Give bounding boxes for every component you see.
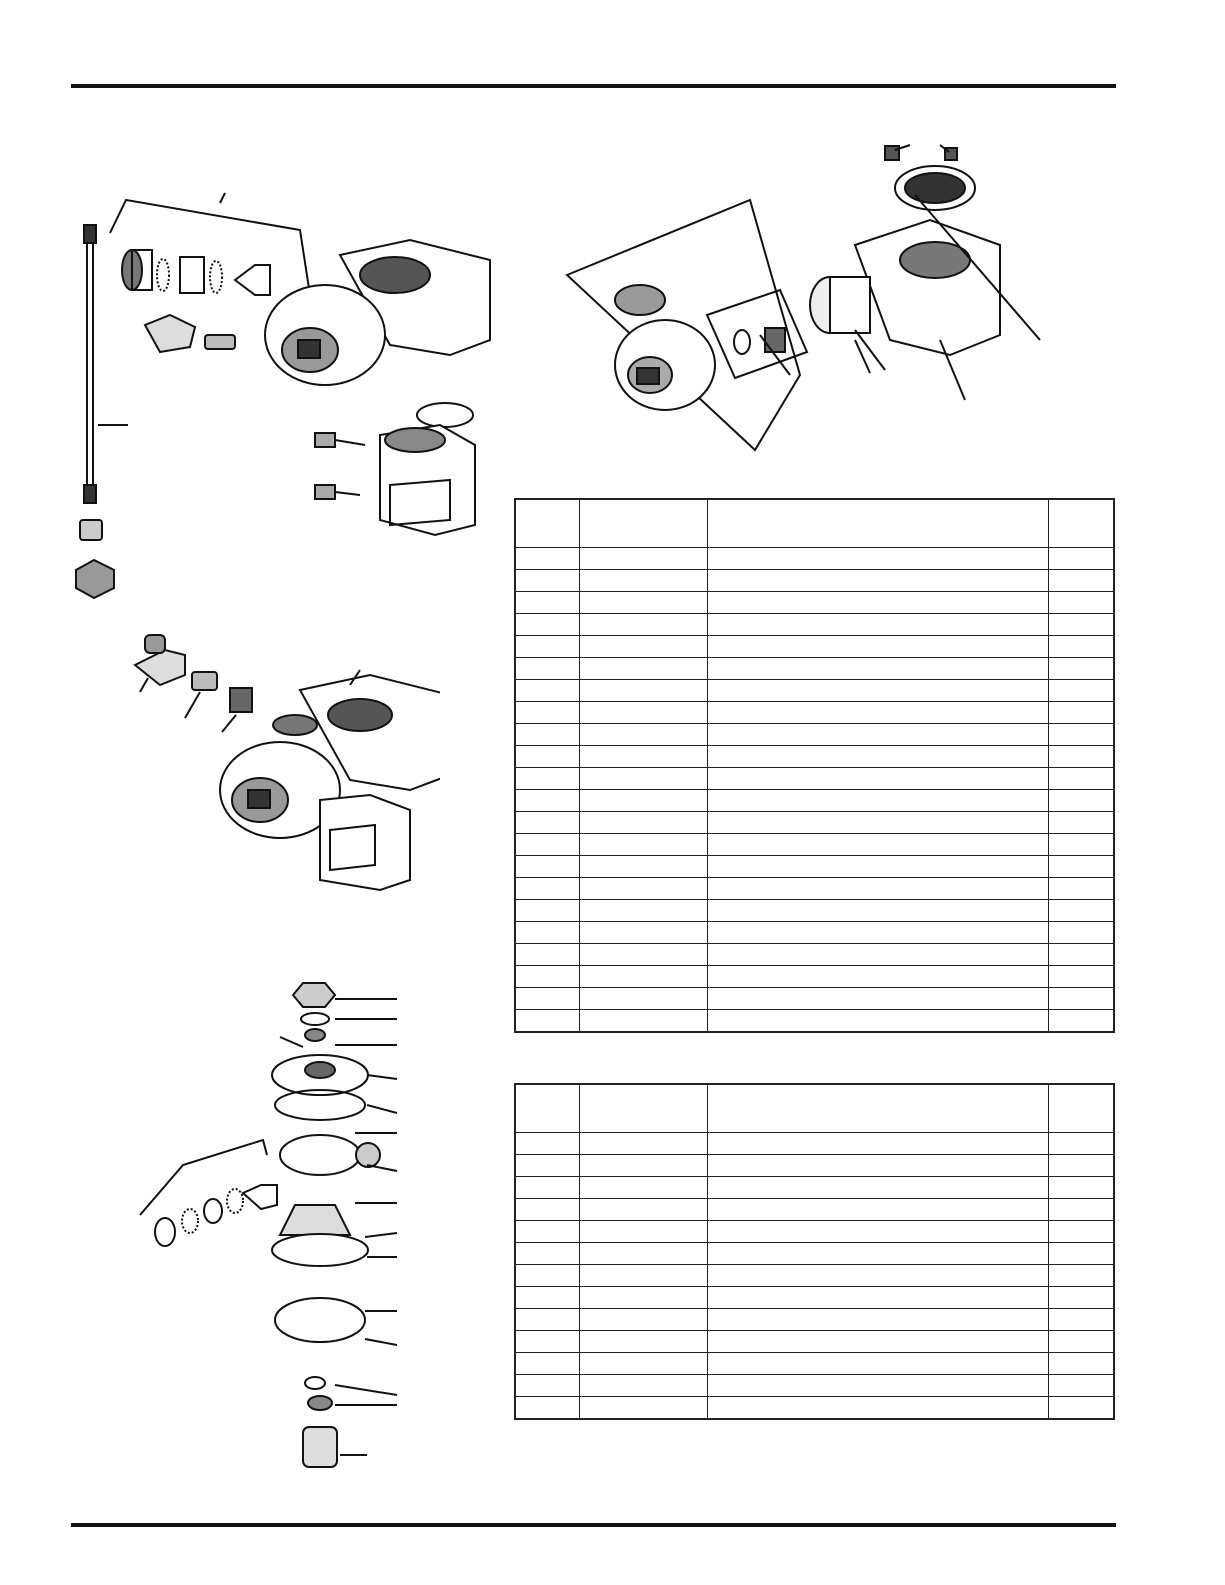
table-cell — [515, 570, 579, 592]
table-cell — [515, 1010, 579, 1033]
table-row — [515, 1397, 1114, 1420]
table-row — [515, 944, 1114, 966]
table-cell — [515, 1331, 579, 1353]
table-cell — [515, 988, 579, 1010]
pump-body-icon — [265, 240, 490, 385]
table-row — [515, 900, 1114, 922]
table-row — [515, 1309, 1114, 1331]
table-cell — [707, 922, 1048, 944]
table-cell — [1048, 570, 1114, 592]
table-cell — [1048, 1331, 1114, 1353]
table-cell — [707, 1133, 1048, 1155]
table-cell — [515, 1177, 579, 1199]
table-cell — [515, 1353, 579, 1375]
table-row — [515, 724, 1114, 746]
figure-pump-assembled — [130, 630, 440, 900]
table-row — [515, 1243, 1114, 1265]
table-header-row — [515, 1084, 1114, 1133]
table-cell — [707, 570, 1048, 592]
table-cell — [515, 1397, 579, 1420]
table-cell — [1048, 944, 1114, 966]
table-cell — [707, 988, 1048, 1010]
table-cell — [707, 900, 1048, 922]
strainer-housing-icon — [380, 425, 475, 535]
table-row — [515, 1155, 1114, 1177]
table-cell — [707, 1243, 1048, 1265]
table-row — [515, 1375, 1114, 1397]
header-cell — [515, 499, 579, 548]
table-cell — [1048, 812, 1114, 834]
table-cell — [515, 592, 579, 614]
table-cell — [707, 702, 1048, 724]
header-cell — [707, 1084, 1048, 1133]
table-cell — [515, 636, 579, 658]
parts-table-1 — [514, 498, 1115, 1033]
table-row — [515, 856, 1114, 878]
table-cell — [515, 834, 579, 856]
table-cell — [707, 1221, 1048, 1243]
table-cell — [579, 658, 707, 680]
table-cell — [579, 1309, 707, 1331]
table-cell — [515, 944, 579, 966]
table-cell — [1048, 988, 1114, 1010]
table-cell — [1048, 1010, 1114, 1033]
table-cell — [1048, 548, 1114, 570]
table-cell — [1048, 1177, 1114, 1199]
table-cell — [579, 966, 707, 988]
table-row — [515, 988, 1114, 1010]
table-cell — [579, 900, 707, 922]
header-cell — [579, 1084, 707, 1133]
table-cell — [515, 614, 579, 636]
table-cell — [579, 1287, 707, 1309]
table-cell — [579, 1397, 707, 1420]
table-cell — [515, 1265, 579, 1287]
table-cell — [579, 1353, 707, 1375]
table-cell — [1048, 922, 1114, 944]
table-cell — [515, 1133, 579, 1155]
table-cell — [579, 812, 707, 834]
table-cell — [707, 1353, 1048, 1375]
table-cell — [1048, 1287, 1114, 1309]
table-cell — [515, 1375, 579, 1397]
table-cell — [515, 680, 579, 702]
table-cell — [707, 658, 1048, 680]
table-cell — [579, 834, 707, 856]
table-row — [515, 592, 1114, 614]
table-cell — [515, 746, 579, 768]
table-cell — [707, 1265, 1048, 1287]
table-cell — [579, 1177, 707, 1199]
table-cell — [515, 900, 579, 922]
table-cell — [1048, 1221, 1114, 1243]
table-cell — [515, 1287, 579, 1309]
table-row — [515, 922, 1114, 944]
table-cell — [1048, 680, 1114, 702]
table-cell — [707, 1309, 1048, 1331]
table-cell — [515, 724, 579, 746]
table-cell — [707, 768, 1048, 790]
table-row — [515, 1010, 1114, 1033]
table-cell — [579, 790, 707, 812]
table-row — [515, 702, 1114, 724]
table-cell — [707, 812, 1048, 834]
table-row — [515, 680, 1114, 702]
table-cell — [579, 680, 707, 702]
elbow-fitting-icon — [76, 560, 114, 598]
table-cell — [515, 812, 579, 834]
table-cell — [579, 1199, 707, 1221]
table-cell — [707, 1199, 1048, 1221]
table-cell — [707, 790, 1048, 812]
footer-rule — [71, 1523, 1116, 1527]
table-cell — [579, 1221, 707, 1243]
table-cell — [707, 1287, 1048, 1309]
fitting-nipple-icon — [80, 520, 102, 540]
table-header-row — [515, 499, 1114, 548]
table-row — [515, 1221, 1114, 1243]
table-cell — [707, 834, 1048, 856]
table-row — [515, 966, 1114, 988]
table-cell — [579, 592, 707, 614]
table-cell — [707, 1375, 1048, 1397]
strainer-parts-icon — [122, 250, 270, 295]
table-cell — [1048, 658, 1114, 680]
figure-seal-exploded-stack — [135, 975, 405, 1495]
table-cell — [579, 636, 707, 658]
table-cell — [1048, 878, 1114, 900]
table-cell — [515, 1221, 579, 1243]
table-row — [515, 768, 1114, 790]
table-cell — [707, 1155, 1048, 1177]
table-row — [515, 658, 1114, 680]
table-row — [515, 570, 1114, 592]
hose-icon — [84, 225, 96, 503]
table-cell — [1048, 1243, 1114, 1265]
table-cell — [579, 1265, 707, 1287]
header-cell — [1048, 499, 1114, 548]
table-row — [515, 1177, 1114, 1199]
table-row — [515, 636, 1114, 658]
table-cell — [707, 548, 1048, 570]
table-cell — [707, 614, 1048, 636]
table-cell — [707, 592, 1048, 614]
table-cell — [1048, 746, 1114, 768]
table-cell — [707, 746, 1048, 768]
header-cell — [707, 499, 1048, 548]
table-cell — [579, 768, 707, 790]
table-cell — [579, 1243, 707, 1265]
table-row — [515, 1353, 1114, 1375]
strainer-parts-icon — [140, 1140, 277, 1246]
table-cell — [579, 988, 707, 1010]
figure-coupler-housing-exploded — [565, 140, 1065, 460]
tee-fitting-icon — [145, 315, 235, 352]
table-cell — [579, 746, 707, 768]
table-row — [515, 1265, 1114, 1287]
table-cell — [515, 966, 579, 988]
table-cell — [1048, 636, 1114, 658]
table-row — [515, 1199, 1114, 1221]
table-row — [515, 812, 1114, 834]
table-cell — [579, 724, 707, 746]
table-cell — [515, 790, 579, 812]
table-cell — [1048, 1309, 1114, 1331]
table-row — [515, 1287, 1114, 1309]
table-cell — [579, 548, 707, 570]
table-cell — [1048, 1199, 1114, 1221]
table-cell — [579, 878, 707, 900]
table-cell — [515, 856, 579, 878]
table-cell — [579, 944, 707, 966]
table-cell — [579, 1010, 707, 1033]
parts-table-2 — [514, 1083, 1115, 1420]
table-row — [515, 790, 1114, 812]
table-row — [515, 834, 1114, 856]
table-cell — [707, 1177, 1048, 1199]
table-cell — [707, 944, 1048, 966]
header-rule — [71, 84, 1116, 88]
bolt-icon — [315, 433, 365, 499]
table-cell — [1048, 900, 1114, 922]
table-cell — [579, 1133, 707, 1155]
table-cell — [1048, 614, 1114, 636]
table-cell — [579, 570, 707, 592]
figure-pump-exploded-strainer — [70, 185, 510, 615]
table-row — [515, 614, 1114, 636]
table-cell — [707, 856, 1048, 878]
header-cell — [579, 499, 707, 548]
table-row — [515, 548, 1114, 570]
table-cell — [579, 922, 707, 944]
table-cell — [1048, 1155, 1114, 1177]
table-cell — [1048, 768, 1114, 790]
table-cell — [1048, 966, 1114, 988]
table-cell — [1048, 702, 1114, 724]
table-cell — [515, 548, 579, 570]
table-cell — [515, 1243, 579, 1265]
table-cell — [515, 1309, 579, 1331]
table-cell — [579, 856, 707, 878]
header-cell — [1048, 1084, 1114, 1133]
table-cell — [579, 702, 707, 724]
table-cell — [707, 636, 1048, 658]
table-cell — [707, 878, 1048, 900]
table-cell — [1048, 1265, 1114, 1287]
table-cell — [1048, 724, 1114, 746]
table-cell — [515, 658, 579, 680]
table-cell — [707, 966, 1048, 988]
table-cell — [579, 614, 707, 636]
table-row — [515, 746, 1114, 768]
table-cell — [515, 1199, 579, 1221]
table-cell — [579, 1331, 707, 1353]
table-row — [515, 1133, 1114, 1155]
table-cell — [1048, 856, 1114, 878]
table-cell — [1048, 790, 1114, 812]
table-cell — [515, 768, 579, 790]
table-cell — [515, 922, 579, 944]
table-cell — [707, 1331, 1048, 1353]
table-cell — [515, 878, 579, 900]
table-cell — [1048, 1375, 1114, 1397]
table-cell — [707, 1010, 1048, 1033]
table-row — [515, 1331, 1114, 1353]
table-cell — [707, 1397, 1048, 1420]
table-cell — [579, 1155, 707, 1177]
table-cell — [515, 702, 579, 724]
table-cell — [1048, 1353, 1114, 1375]
table-cell — [1048, 1397, 1114, 1420]
table-cell — [1048, 592, 1114, 614]
table-row — [515, 878, 1114, 900]
table-cell — [579, 1375, 707, 1397]
table-cell — [1048, 834, 1114, 856]
table-cell — [1048, 1133, 1114, 1155]
table-cell — [707, 724, 1048, 746]
table-cell — [515, 1155, 579, 1177]
table-cell — [707, 680, 1048, 702]
header-cell — [515, 1084, 579, 1133]
